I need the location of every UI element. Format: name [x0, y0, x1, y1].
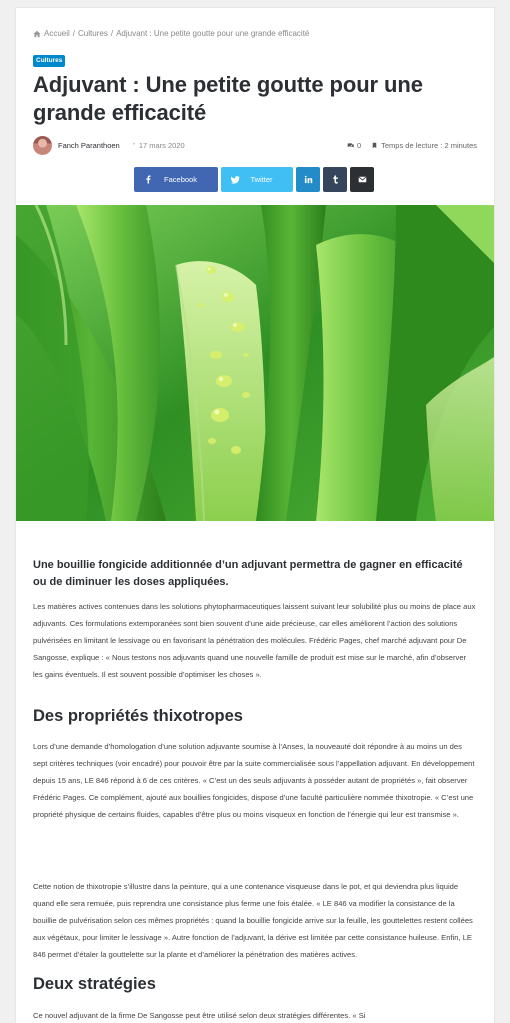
hero-image [16, 205, 495, 521]
article-card [15, 7, 495, 1023]
article-paragraph: Les matières actives contenues dans les solutions phytopharmaceutiques laissent suivant leur solubilité plus ou moins de place aux adjuvants. Ces formulations extemporanées sont bien souvent d’une aide précieuse, car elles améliorent l’action des solutions pulvérisées en limitant le lessivage ou en favorisant la pénétration des molécules. Frédéric Pages, chef marché adjuvant pour De Sangosse, explique : « Nous testons nos adjuvants quand une nouvelle famille de produit est mise sur le marché, afin d’observer les gains éventuels. Il est souvent possible d’optimiser les choses ». [33, 602, 476, 679]
avatar[interactable] [33, 136, 52, 155]
article-paragraph: Cette notion de thixotropie s’illustre dans la peinture, qui a une contenance visqueuse dans le pot, et qui deviendra plus liquide quand elle sera remuée, puis reprendra une consistance plus ferme une fois étalée. « LE 846 va modifier la consistance de la bouillie de pulvérisation selon ces mêmes propriétés : quand la bouillie fongicide arrive sur la feuille, les gouttelettes restent collées aux végétaux, pour limiter le lessivage ». Autre fonction de l’adjuvant, la dérive est limitée par cette consistance huileuse. Enfin, LE 846 permet d’étaler la gouttelette sur la plante et d’améliorer la pénétration des matières actives. [33, 882, 473, 959]
share-twitter-button[interactable] [221, 167, 293, 192]
breadcrumb-separator: / [110, 29, 114, 38]
section-heading: Des propriétés thixotropes [33, 707, 243, 725]
page-title: Adjuvant : Une petite goutte pour une grande efficacité [33, 72, 423, 125]
share-tumblr-button[interactable] [323, 167, 347, 192]
home-icon [33, 30, 41, 38]
share-facebook-button[interactable] [134, 167, 218, 192]
facebook-label: Facebook [164, 175, 197, 184]
share-email-button[interactable] [350, 167, 374, 192]
breadcrumb-current: Adjuvant : Une petite goutte pour une grande efficacité [116, 29, 310, 38]
breadcrumb-separator: / [72, 29, 76, 38]
breadcrumb-category-link[interactable]: Cultures [78, 29, 108, 38]
facebook-icon [144, 175, 153, 184]
post-meta [33, 135, 477, 155]
article-paragraph: Ce nouvel adjuvant de la firme De Sangosse peut être utilisé selon deux stratégies différentes. « Si [33, 1011, 366, 1020]
reading-time: Temps de lecture : 2 minutes [381, 140, 477, 150]
comments-icon[interactable] [347, 142, 354, 149]
tumblr-icon [331, 175, 340, 184]
article-lead: Une bouillie fongicide additionnée d’un adjuvant permettra de gagner en efficacité ou de diminuer les doses appliquées. [33, 559, 463, 588]
envelope-icon [358, 175, 367, 184]
share-linkedin-button[interactable] [296, 167, 320, 192]
section-heading: Deux stratégies [33, 975, 156, 993]
category-badge[interactable]: Cultures [33, 55, 65, 67]
twitter-icon [231, 175, 240, 184]
twitter-label: Twitter [250, 175, 273, 184]
article-paragraph: Lors d’une demande d’homologation d’une solution adjuvante soumise à l’Anses, la nouveauté doit répondre à au moins un des sept critères techniques (voir encadré) pour pouvoir être par la suite commercialisée sous l’appellation adjuvant. En développement depuis 15 ans, LE 846 répond à 6 de ces critères. « C’est un des seuls adjuvants à posséder autant de propriétés », fait observer Frédéric Pages. Ce complément, ajouté aux bouillies fongicides, dispose d’une faculté particulière nommée thixotropie. « C’est une propriété physique de certains fluides, capables d’être plus ou moins visqueux en fonction de l’énergie qui leur est transmise ». [33, 742, 475, 819]
breadcrumb-home-link[interactable]: Accueil [44, 29, 70, 38]
post-date: 17 mars 2020 [138, 140, 185, 150]
bookmark-icon [371, 142, 378, 149]
meta-separator-dot: • [132, 142, 135, 148]
comment-count[interactable]: 0 [356, 140, 362, 150]
breadcrumb [33, 29, 477, 38]
linkedin-icon [304, 175, 313, 184]
author-name[interactable]: Fanch Paranthoen [58, 140, 120, 150]
meta-right [347, 141, 477, 150]
share-buttons [134, 167, 374, 192]
